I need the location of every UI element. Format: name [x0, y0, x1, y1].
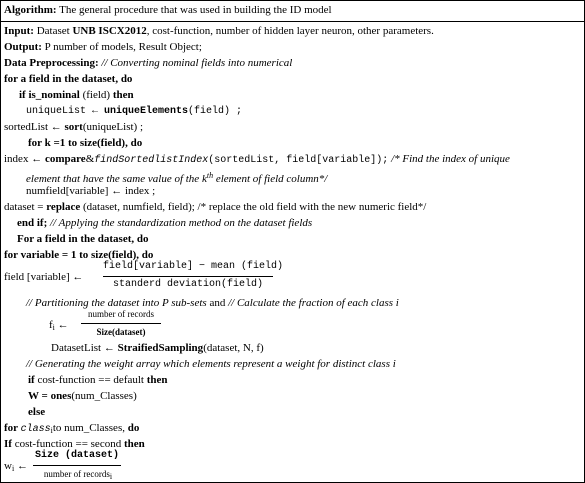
preprocessing-line [4, 57, 292, 70]
replace-fn: replace [46, 201, 81, 213]
unique-list-line [26, 105, 242, 118]
dataset-var: dataset = [4, 201, 47, 213]
for-keyword: for [4, 422, 21, 434]
wi-denominator [33, 468, 123, 483]
fi-subscript: i [52, 323, 55, 332]
sorted-list-var: sortedList ← [4, 121, 65, 133]
compare-fn: compare [44, 153, 86, 165]
fi-denominator: Size(dataset) [96, 327, 146, 337]
standardization-denominator: standerd deviation(field) [112, 279, 264, 290]
loop-k-line: for k =1 to size(field), do [28, 137, 143, 149]
stratified-sampling-args: (dataset, N, f) [203, 342, 264, 354]
then-keyword-3: then [123, 438, 145, 450]
index-var: index ← [4, 153, 45, 165]
if-default-condition: cost-function == default [34, 374, 147, 386]
numfield-line: numfield[variable] ← index ; [26, 185, 156, 197]
fi-fraction-bar [81, 323, 161, 324]
weights-ones-line [28, 390, 137, 403]
wi-symbol: w [4, 460, 12, 472]
if-keyword-2: If [4, 438, 12, 450]
dataset-list-var: DatasetList ← [51, 342, 118, 354]
wi-denominator-subscript: i [109, 472, 113, 481]
wi-numerator: Size (dataset) [34, 450, 119, 461]
end-if-keyword: end if; [17, 217, 48, 229]
wi-subscript: i [11, 464, 15, 473]
stratified-sampling-fn: StraifiedSampling [117, 342, 204, 354]
wi-arrow: ← [14, 460, 28, 472]
loop-fields-line: for a field in the dataset, do [4, 73, 133, 85]
if-nominal-keyword: if is_nominal [19, 89, 80, 101]
class-symbol: class [20, 424, 51, 435]
wi-denominator-text: number of records [43, 469, 110, 479]
find-index-args: (sortedList, field[variable]); [208, 155, 389, 166]
preprocessing-label: Data Preprocessing: [4, 57, 99, 69]
sort-fn: sort [64, 121, 83, 133]
find-index-comment: /* Find the index of unique [388, 153, 510, 165]
if-default-line [28, 374, 168, 387]
assign-arrow: ← [92, 106, 99, 117]
wi-lhs [4, 460, 28, 475]
output-label: Output: [4, 41, 42, 53]
fi-numerator: number of records [88, 309, 154, 319]
input-text: Dataset [33, 25, 73, 37]
and-word: and [206, 297, 229, 309]
unique-elements-fn: uniqueElements [98, 106, 189, 117]
comment-text-a: element that have the same value of the [26, 173, 202, 185]
input-label: Input: [4, 25, 34, 37]
field-variable-lhs: field [variable] ← [4, 271, 84, 283]
do-keyword: do [127, 422, 140, 434]
for-field-line: For a field in the dataset, do [17, 233, 149, 245]
algorithm-title: The general procedure that was used in building the ID model [56, 4, 332, 16]
else-line: else [28, 406, 46, 418]
partition-comment: // Partitioning the dataset into P sub-sets [26, 297, 207, 309]
standardization-fraction-bar [103, 276, 273, 277]
comment-text-b: element of field column*/ [213, 173, 328, 185]
ones-fn: W = ones [28, 390, 72, 402]
if-second-condition: cost-function == second [11, 438, 124, 450]
end-if-line [17, 217, 312, 230]
sorted-list-line [4, 121, 143, 134]
input-dataset-name: UNB ISCX2012 [72, 25, 147, 37]
for-variable-line: for variable = 1 to size(field), do [4, 249, 154, 261]
output-line [4, 41, 202, 54]
standardization-numerator: field[variable] − mean (field) [103, 261, 284, 272]
for-class-line [4, 422, 139, 437]
standardization-comment: // Applying the standardization method on the dataset fields [47, 217, 313, 229]
replace-args: (dataset, numfield, field); /* replace the old field with the new numeric field*/ [80, 201, 427, 213]
comment-k: k [201, 173, 207, 185]
output-text: P number of models, Result Object; [41, 41, 202, 53]
if-keyword: if [28, 374, 35, 386]
ampersand: & [85, 153, 95, 165]
class-subscript: i [50, 426, 53, 435]
fi-symbol: f [49, 319, 53, 331]
fraction-comment: // Calculate the fraction of each class i [228, 297, 399, 309]
input-line [4, 25, 434, 38]
unique-list-var: uniqueList [26, 106, 93, 117]
ones-arg: (num_Classes) [71, 390, 137, 402]
fi-arrow: ← [54, 319, 69, 331]
caption-rule [1, 21, 584, 22]
then-keyword-2: then [146, 374, 168, 386]
dataset-list-line [51, 342, 264, 355]
replace-line [4, 201, 426, 214]
unique-elements-arg: (field) ; [188, 106, 243, 117]
preprocessing-comment: // Converting nominal fields into numerical [98, 57, 293, 69]
find-index-fn: findSortedlistIndex [94, 155, 209, 166]
weight-array-comment: // Generating the weight array which elements represent a weight for distinct class i [26, 358, 396, 370]
sort-arg: (uniqueList) ; [82, 121, 144, 133]
if-nominal-arg: (field) [79, 89, 113, 101]
comment-th: th [206, 171, 214, 180]
input-rest: , cost-function, number of hidden layer neuron, other parameters. [146, 25, 434, 37]
algorithm-label: Algorithm: [4, 4, 57, 16]
if-nominal-line [19, 89, 134, 102]
then-keyword: then [112, 89, 134, 101]
algorithm-caption [4, 4, 332, 17]
to-num-classes: to num_Classes, [52, 422, 128, 434]
wi-fraction-bar [33, 465, 121, 466]
index-comment-cont [26, 169, 327, 186]
fi-lhs [49, 319, 69, 334]
index-line [4, 153, 510, 167]
